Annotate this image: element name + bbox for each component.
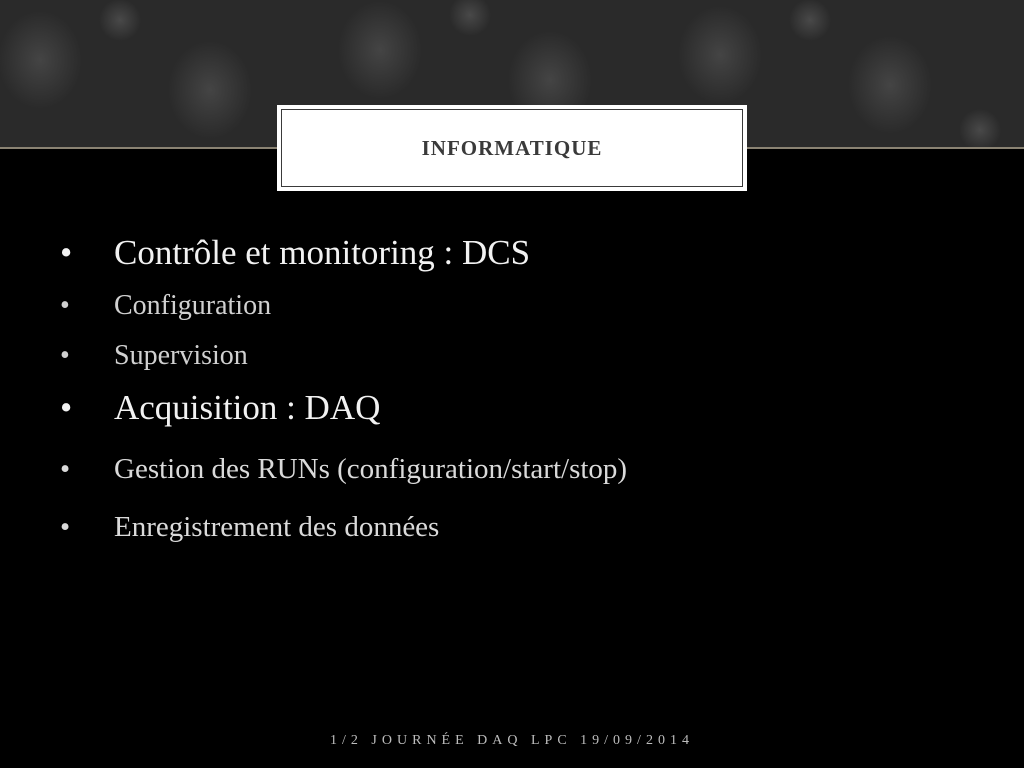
bullet-dot-icon: • [60, 233, 73, 272]
bullet-text: Enregistrement des données [114, 511, 440, 543]
bullet-dot-icon: • [60, 511, 71, 543]
bullet-dot-icon: • [60, 290, 70, 321]
bullet-item [60, 453, 627, 486]
bullet-item [60, 290, 271, 322]
bullet-dot-icon: • [60, 388, 73, 427]
bullet-dot-icon: • [60, 453, 71, 485]
bullet-text: Gestion des RUNs (configuration/start/stop) [114, 453, 628, 485]
bullet-item [60, 388, 380, 428]
bullet-text: Configuration [114, 290, 272, 321]
slide-footer: 1/2 JOURNÉE DAQ LPC 19/09/2014 [330, 733, 694, 748]
bullet-dot-icon: • [60, 340, 70, 371]
bullet-item [60, 340, 248, 372]
bullet-text: Supervision [114, 340, 248, 371]
bullet-item [60, 511, 439, 544]
bullet-item [60, 233, 530, 273]
bullet-text: Acquisition : DAQ [114, 388, 381, 427]
bullet-text: Contrôle et monitoring : DCS [114, 233, 531, 272]
slide-title: INFORMATIQUE [421, 135, 603, 160]
